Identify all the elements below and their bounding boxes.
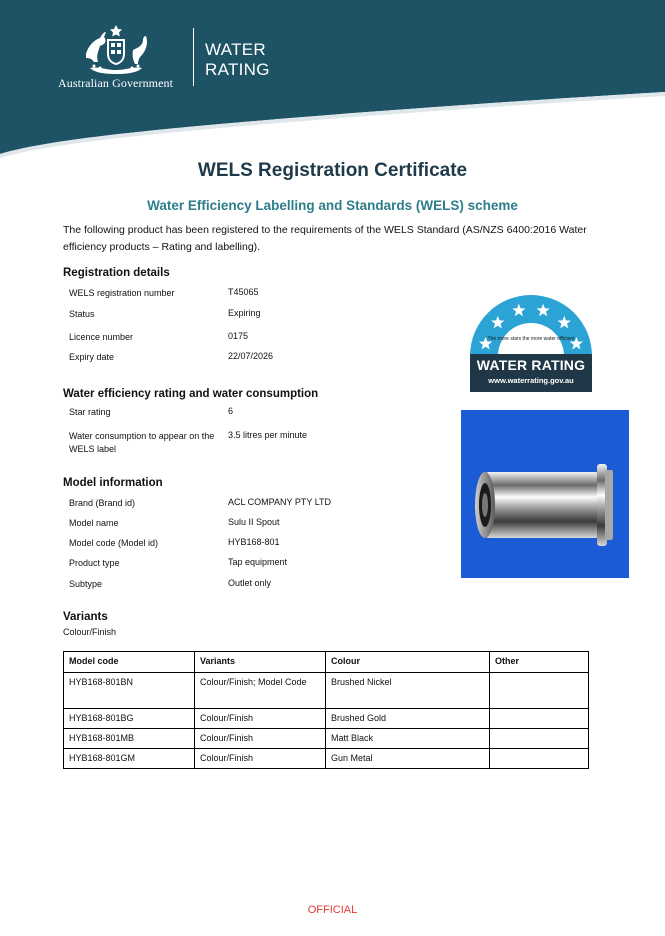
brand-label: Brand (Brand id) [69,498,136,508]
official-marking: OFFICIAL [307,904,358,916]
cell-other [490,749,589,769]
cell-variants: Colour/Finish [195,709,326,729]
product-type-label: Product type [69,558,120,568]
model-heading: Model information [63,477,163,489]
cell-other [490,729,589,749]
cell-colour: Matt Black [326,729,490,749]
expiry-label: Expiry date [69,352,115,362]
cell-variants: Colour/Finish [195,729,326,749]
model-code-value: HYB168-801 [228,537,280,547]
cell-variants: Colour/Finish; Model Code [195,673,326,709]
cell-model-code: HYB168-801GM [64,749,195,769]
subtype-label: Subtype [69,579,103,589]
status-label: Status [69,309,95,319]
government-name: Australian Government [58,76,174,90]
column-header: Colour [326,652,490,673]
water-rating-wordmark [205,40,270,80]
intro-paragraph: The following product has been registered to the requirements of the WELS Standard (AS/NZS 6400:2016 Water efficiency products – Rating and labelling). [63,224,587,253]
licence-label: Licence number [69,332,134,342]
cell-model-code: HYB168-801MB [64,729,195,749]
star-dome-icon [470,294,592,356]
table-header-row [64,652,589,673]
cell-colour: Brushed Nickel [326,673,490,709]
status-value: Expiring [228,308,261,318]
column-header: Model code [64,652,195,673]
header-divider [193,28,194,86]
subtype-value: Outlet only [228,578,272,588]
model-code-label: Model code (Model id) [69,538,159,548]
wordmark-line-2: RATING [205,60,270,79]
efficiency-heading: Water efficiency rating and water consumption [63,388,319,400]
model-name-value: Sulu II Spout [228,517,280,527]
cell-variants: Colour/Finish [195,749,326,769]
variants-table [63,651,589,769]
table-row [64,709,589,729]
brand-value: ACL COMPANY PTY LTD [228,497,332,507]
coat-of-arms-icon [80,24,152,76]
registration-label: WELS registration number [69,288,175,298]
cell-model-code: HYB168-801BG [64,709,195,729]
variants-heading: Variants [63,611,108,623]
badge-tagline: The more stars the more water efficient [487,336,575,342]
registration-value: T45065 [228,287,259,297]
table-row [64,749,589,769]
star-rating-label: Star rating [69,407,111,417]
table-row [64,729,589,749]
header-banner [0,0,665,160]
star-rating-value: 6 [228,406,234,416]
expiry-value: 22/07/2026 [228,351,274,361]
scheme-title: Water Efficiency Labelling and Standards (WELS) scheme [147,198,518,213]
badge-bar [470,354,592,392]
cell-colour: Gun Metal [326,749,490,769]
badge-title: WATER RATING [476,357,586,373]
consumption-value: 3.5 litres per minute [228,430,308,440]
water-rating-badge [470,294,592,392]
cell-other [490,673,589,709]
certificate-title: WELS Registration Certificate [197,160,468,181]
cell-model-code: HYB168-801BN [64,673,195,709]
table-row [64,673,589,709]
registration-heading: Registration details [63,267,170,279]
cell-other [490,709,589,729]
product-photo [461,410,629,578]
column-header: Variants [195,652,326,673]
wordmark-line-1: WATER [205,40,266,59]
cell-colour: Brushed Gold [326,709,490,729]
product-type-value: Tap equipment [228,557,288,567]
spout-image [461,410,629,578]
licence-value: 0175 [228,331,249,341]
model-name-label: Model name [69,518,119,528]
consumption-label: Water consumption to appear on the WELS label [69,431,215,454]
column-header: Other [490,652,589,673]
badge-url: www.waterrating.gov.au [488,376,574,385]
variants-subheading: Colour/Finish [63,627,117,637]
